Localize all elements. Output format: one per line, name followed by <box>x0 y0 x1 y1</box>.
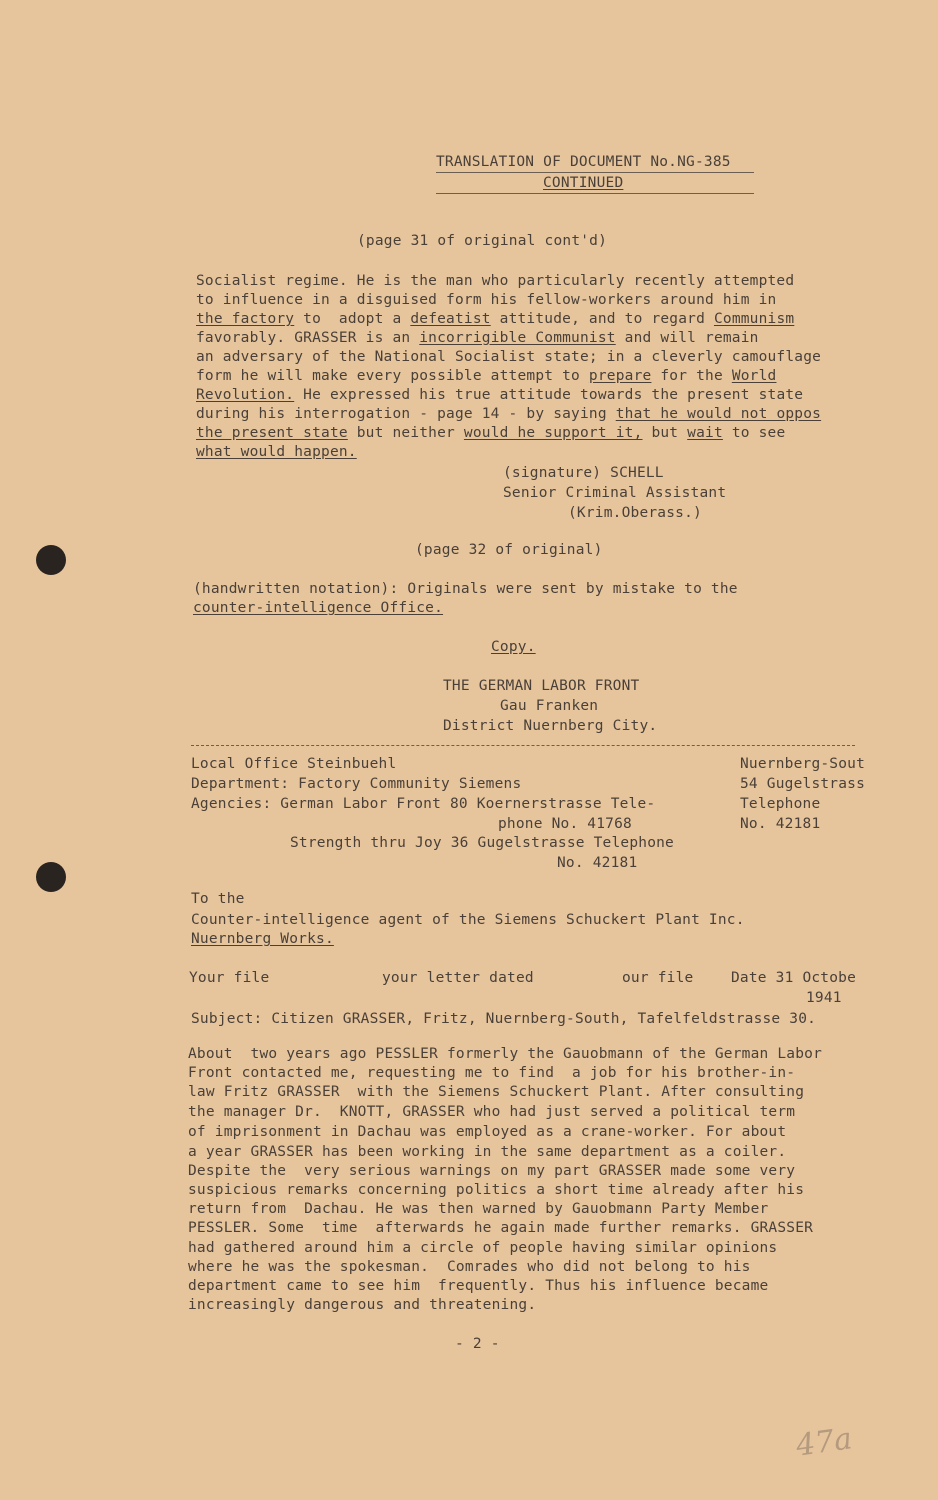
subtitle-underline <box>436 193 754 194</box>
reference-your-letter: your letter dated <box>382 970 534 986</box>
body-line: law Fritz GRASSER with the Siemens Schuckert Plant. After consulting <box>188 1084 805 1100</box>
office-telephone-label: Telephone <box>740 796 821 812</box>
report-line: an adversary of the National Socialist state; in a cleverly camouflage <box>196 349 822 365</box>
underlined-phrase: prepare <box>588 368 652 384</box>
report-line <box>196 424 785 443</box>
body-line: department came to see him frequently. Thus his influence became <box>188 1278 769 1294</box>
underlined-phrase: World <box>731 368 777 384</box>
body-line: increasingly dangerous and threatening. <box>188 1297 537 1313</box>
underlined-phrase: that he would not oppos <box>615 406 822 422</box>
page-32-note: (page 32 of original) <box>415 542 603 558</box>
underlined-phrase: the present state <box>196 425 348 441</box>
underlined-phrase: defeatist <box>410 311 491 327</box>
office-address-street: 54 Gugelstrass <box>740 776 866 792</box>
text-run: to adopt a <box>294 311 411 327</box>
handwritten-notation: (handwritten notation): Originals were sent by mistake to the <box>193 581 738 597</box>
office-agencies: Agencies: German Labor Front 80 Koernerstrasse Tele- <box>191 796 656 812</box>
letterhead-org: THE GERMAN LABOR FRONT <box>443 678 640 694</box>
text-run: attitude, and to regard <box>490 311 714 327</box>
letterhead-gau: Gau Franken <box>500 698 599 714</box>
underlined-phrase: wait <box>687 425 723 441</box>
punch-hole-bottom <box>36 862 66 892</box>
reference-your-file: Your file <box>189 970 270 986</box>
text-run: during his interrogation - page 14 - by saying <box>196 406 616 422</box>
body-line: of imprisonment in Dachau was employed as a crane-worker. For about <box>188 1124 787 1140</box>
title-underline <box>436 172 754 173</box>
subject-line: Subject: Citizen GRASSER, Fritz, Nuernberg-South, Tafelfeldstrasse 30. <box>191 1011 817 1027</box>
text-run: form he will make every possible attempt to <box>196 368 589 384</box>
document-subtitle: CONTINUED <box>543 175 624 191</box>
underlined-phrase: the factory <box>196 311 295 327</box>
signature-line: (signature) SCHELL <box>503 465 664 481</box>
reference-date: Date 31 Octobe <box>731 970 857 986</box>
report-line <box>196 329 759 348</box>
text-run: favorably. GRASSER is an <box>196 330 420 346</box>
body-line: a year GRASSER has been working in the same department as a coiler. <box>188 1144 787 1160</box>
text-run: to see <box>722 425 786 441</box>
signature-title: Senior Criminal Assistant <box>503 485 727 501</box>
pencil-annotation: 47a <box>793 1421 855 1464</box>
underlined-phrase: would he support it, <box>463 425 643 441</box>
copy-label: Copy. <box>491 639 536 655</box>
reference-year: 1941 <box>806 990 842 1006</box>
report-line <box>196 405 821 424</box>
body-line: Despite the very serious warnings on my part GRASSER made some very <box>188 1163 796 1179</box>
text-run: but <box>642 425 688 441</box>
letterhead-divider <box>191 745 855 746</box>
report-line <box>196 386 803 405</box>
office-department: Department: Factory Community Siemens <box>191 776 522 792</box>
report-line: to influence in a disguised form his fellow-workers around him in <box>196 292 777 308</box>
body-line: the manager Dr. KNOTT, GRASSER who had just served a political term <box>188 1104 796 1120</box>
office-strength-phone: No. 42181 <box>557 855 638 871</box>
report-line: Socialist regime. He is the man who particularly recently attempted <box>196 273 795 289</box>
underlined-phrase: Revolution. <box>196 387 295 403</box>
body-line: where he was the spokesman. Comrades who did not belong to his <box>188 1259 751 1275</box>
underlined-phrase: Communism <box>713 311 795 327</box>
recipient-to: To the <box>191 891 245 907</box>
body-line: Front contacted me, requesting me to find a job for his brother-in- <box>188 1065 796 1081</box>
report-line: what would happen. <box>196 444 357 460</box>
body-line: suspicious remarks concerning politics a short time already after his <box>188 1182 805 1198</box>
text-run: for the <box>651 368 732 384</box>
reference-our-file: our file <box>622 970 694 986</box>
body-line: About two years ago PESSLER formerly the Gauobmann of the German Labor <box>188 1046 823 1062</box>
page-number: - 2 - <box>455 1336 500 1352</box>
recipient-agent: Counter-intelligence agent of the Siemens Schuckert Plant Inc. <box>191 912 745 928</box>
recipient-works: Nuernberg Works. <box>191 931 334 947</box>
office-agencies-phone: phone No. 41768 <box>498 816 632 832</box>
body-line: had gathered around him a circle of people having similar opinions <box>188 1240 778 1256</box>
text-run: but neither <box>347 425 464 441</box>
letterhead-district: District Nuernberg City. <box>443 718 658 734</box>
underlined-phrase: incorrigible Communist <box>419 330 616 346</box>
office-address-city: Nuernberg-Sout <box>740 756 866 772</box>
text-run: He expressed his true attitude towards the present state <box>294 387 804 403</box>
document-title: TRANSLATION OF DOCUMENT No.NG-385 <box>436 154 731 170</box>
body-line: return from Dachau. He was then warned by Gauobmann Party Member <box>188 1201 769 1217</box>
office-strength-thru-joy: Strength thru Joy 36 Gugelstrasse Telephone <box>290 835 674 851</box>
text-run: and will remain <box>615 330 759 346</box>
local-office: Local Office Steinbuehl <box>191 756 397 772</box>
handwritten-notation-office: counter-intelligence Office. <box>193 600 444 616</box>
report-line <box>196 367 776 386</box>
page-31-note: (page 31 of original cont'd) <box>357 233 608 249</box>
report-line <box>196 310 794 329</box>
body-line: PESSLER. Some time afterwards he again made further remarks. GRASSER <box>188 1220 814 1236</box>
punch-hole-top <box>36 545 66 575</box>
signature-rank: (Krim.Oberass.) <box>568 505 702 521</box>
office-telephone-number: No. 42181 <box>740 816 821 832</box>
